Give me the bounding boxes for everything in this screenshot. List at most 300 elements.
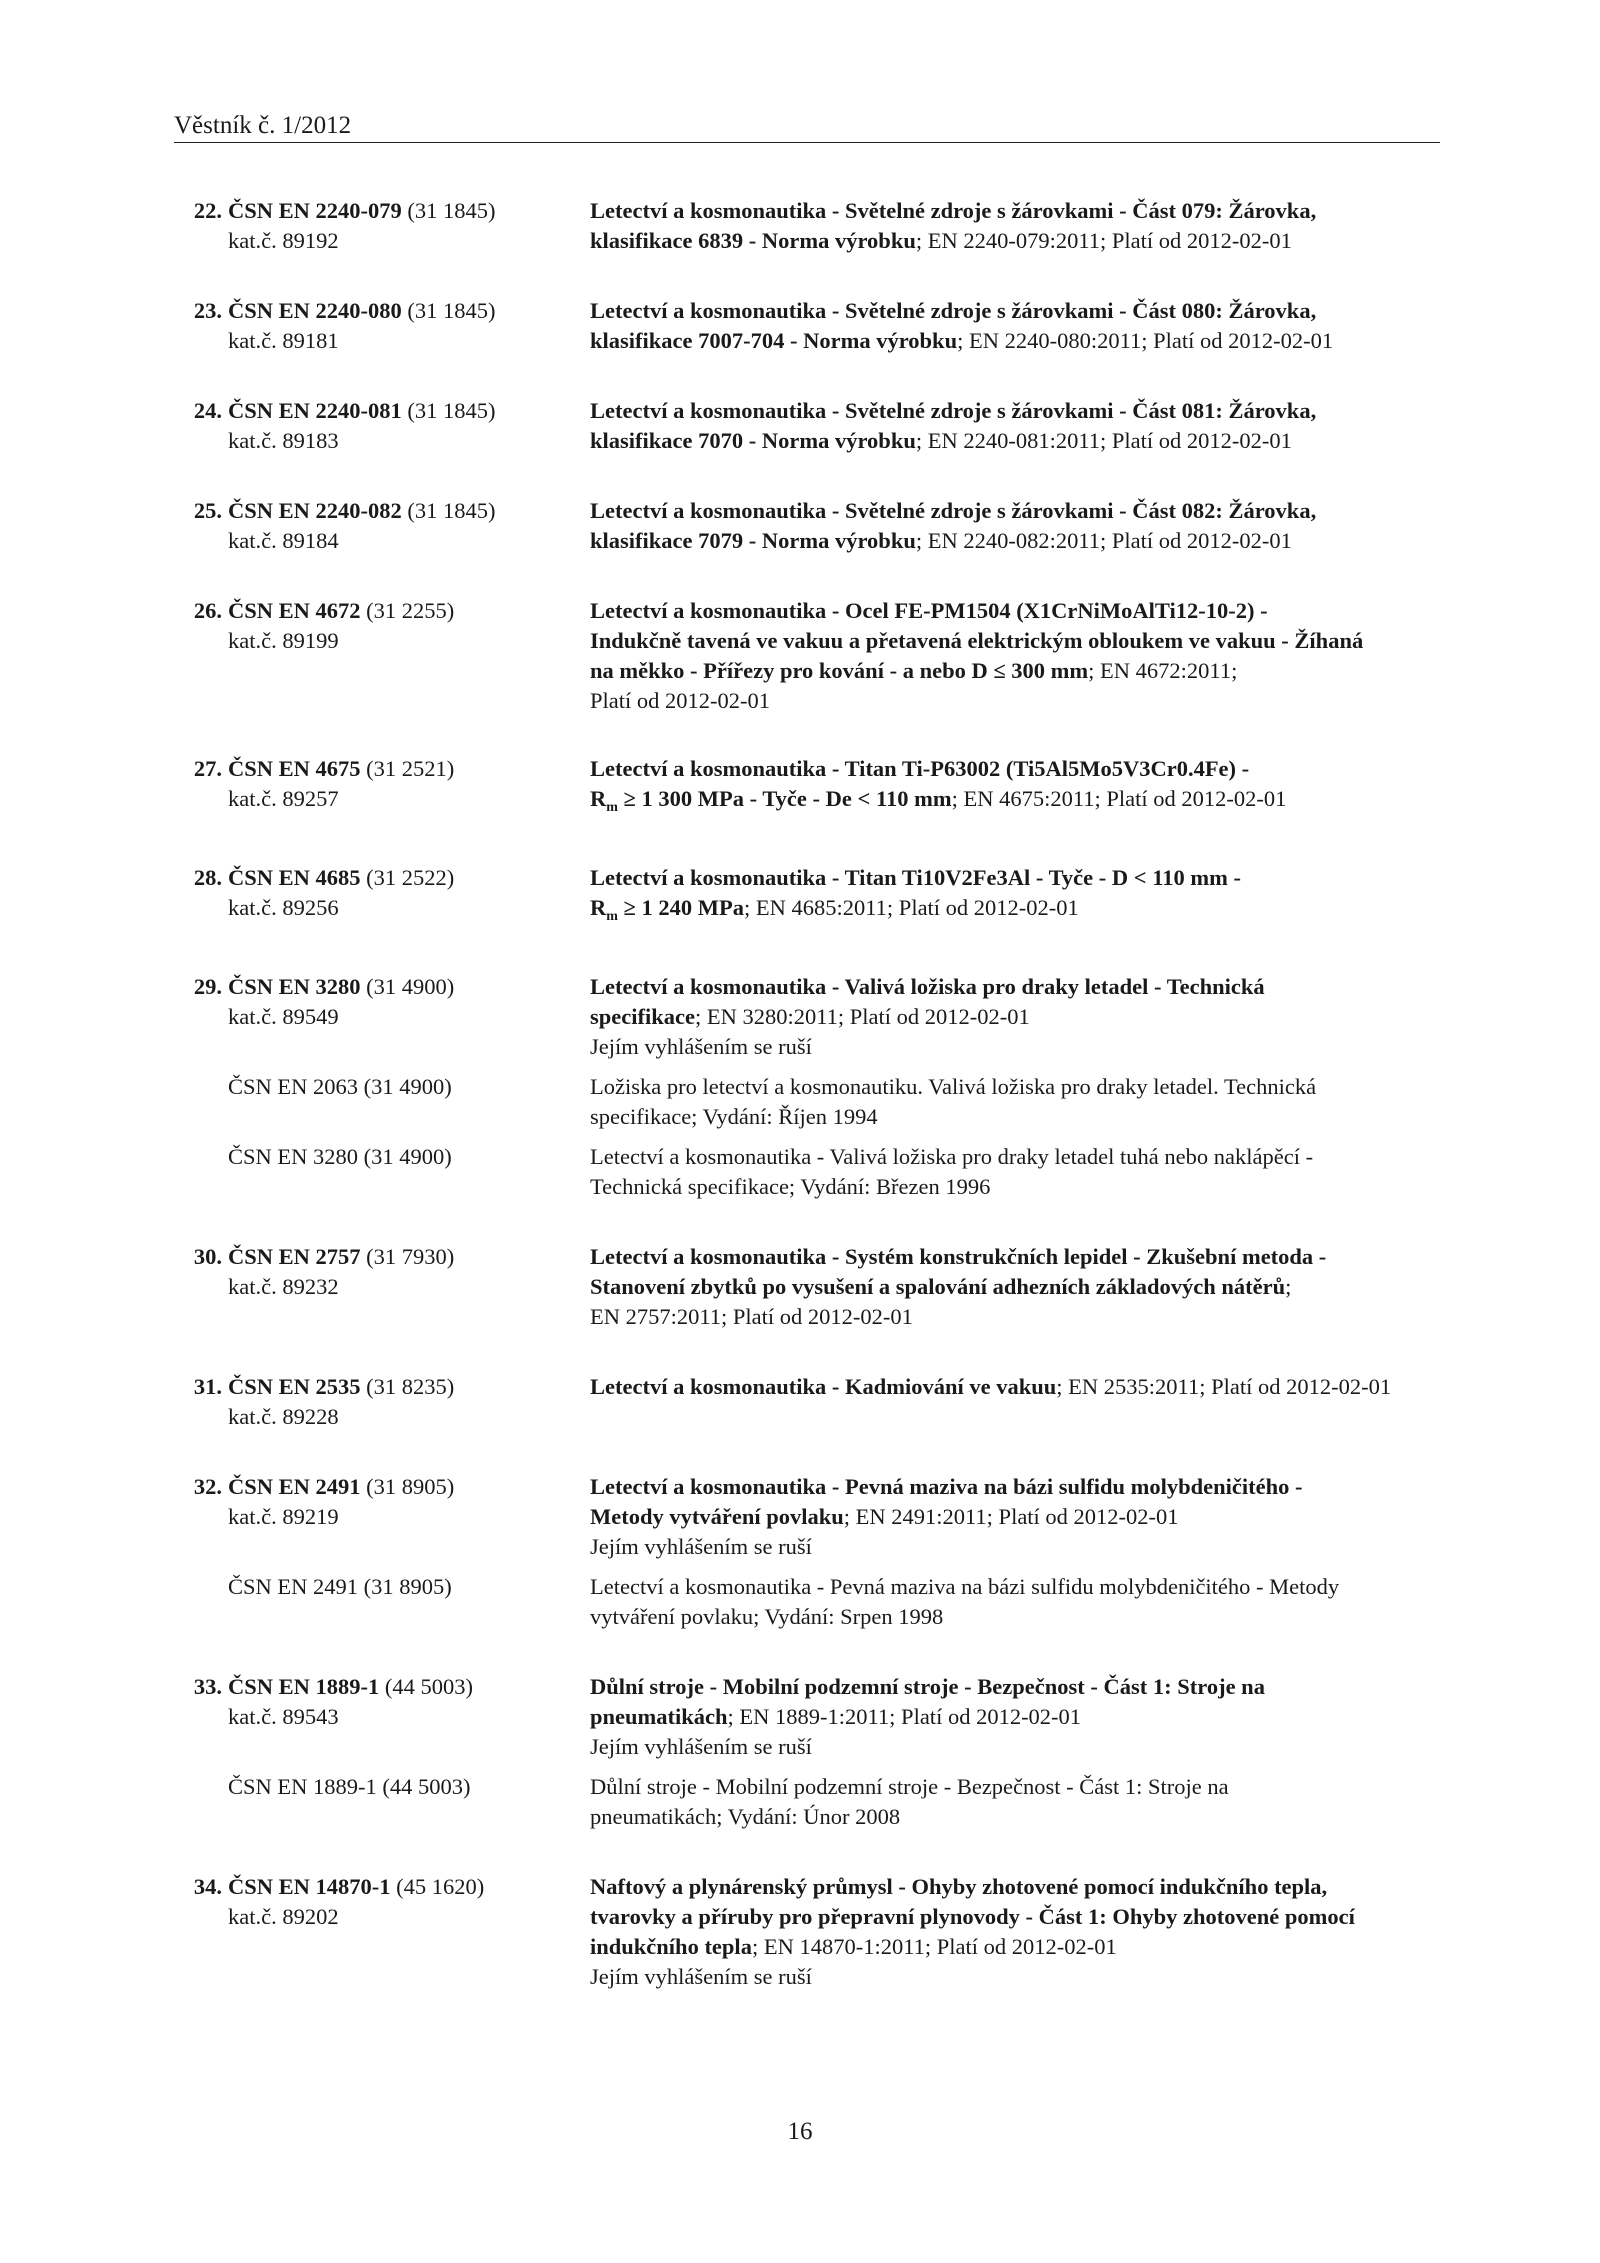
- standard-entry: [0, 196, 1600, 256]
- entry-row: [0, 1572, 1600, 1602]
- replaced-code: ČSN EN 2491 (31 8905): [228, 1574, 452, 1599]
- title-text: pneumatikách: [590, 1704, 728, 1729]
- left-column: [0, 1072, 590, 1102]
- right-column: [590, 1142, 1430, 1172]
- title-line: [590, 526, 1430, 556]
- left-column: [0, 1472, 590, 1502]
- left-column: [0, 1572, 590, 1602]
- entry-number: [0, 196, 222, 226]
- catalog-line: [0, 1502, 590, 1532]
- standard-entry: [0, 1872, 1600, 1992]
- title-text: Letectví a kosmonautika - Kadmiování ve vakuu: [590, 1374, 1057, 1399]
- entry-row: [0, 1242, 1600, 1272]
- standard-entry: [0, 396, 1600, 456]
- catalog-line: [0, 626, 590, 656]
- standard-id-line: [0, 496, 590, 526]
- title-line: [590, 1472, 1430, 1502]
- right-column: [590, 1532, 1430, 1562]
- right-column: [590, 1102, 1430, 1132]
- standard-details: ; EN 2240-079:2011; Platí od 2012-02-01: [915, 228, 1292, 253]
- standard-details: ; EN 4675:2011; Platí od 2012-02-01: [951, 786, 1287, 811]
- left-column: [0, 686, 590, 716]
- standard-details: ; EN 2240-082:2011; Platí od 2012-02-01: [915, 528, 1292, 553]
- right-column: [590, 972, 1430, 1002]
- right-column: [590, 686, 1430, 716]
- title-line: [590, 396, 1430, 426]
- catalog-indent: [0, 226, 222, 256]
- standard-details: ; EN 3280:2011; Platí od 2012-02-01: [694, 1004, 1030, 1029]
- standard-class: (44 5003): [384, 1674, 474, 1699]
- right-column: [590, 296, 1430, 326]
- standard-code: ČSN EN 2240-080: [228, 298, 402, 323]
- left-column: [0, 426, 590, 456]
- standard-entry: [0, 1372, 1600, 1432]
- entry-number: [0, 296, 222, 326]
- catalog-number: kat.č. 89184: [228, 528, 339, 553]
- left-column: [0, 1532, 590, 1562]
- standard-id-line: [0, 863, 590, 893]
- catalog-number: kat.č. 89219: [228, 1504, 339, 1529]
- standard-entry: [0, 1472, 1600, 1632]
- standard-class: (31 8235): [366, 1374, 455, 1399]
- right-column: [590, 1172, 1430, 1202]
- standard-code: ČSN EN 2240-082: [228, 498, 402, 523]
- standard-code-wrap: [228, 1872, 590, 1902]
- indent: [0, 1772, 222, 1802]
- entry-row: [0, 656, 1600, 686]
- left-column: [0, 1032, 590, 1062]
- title-line: [590, 972, 1430, 1002]
- entry-number-label: 24.: [193, 398, 222, 423]
- right-column: [590, 656, 1430, 686]
- title-line: [590, 226, 1430, 256]
- left-column: [0, 496, 590, 526]
- title-line: [590, 893, 1430, 932]
- left-column: [0, 1372, 590, 1402]
- left-column: [0, 326, 590, 356]
- replaced-title: Ložiska pro letectví a kosmonautiku. Valivá ložiska pro draky letadel. Technická: [590, 1074, 1317, 1099]
- left-column: [0, 1932, 590, 1962]
- standard-entry: [0, 863, 1600, 932]
- entry-row: [0, 972, 1600, 1002]
- title-line: [590, 1372, 1430, 1402]
- standard-entry: [0, 296, 1600, 356]
- title-text: Letectví a kosmonautika - Systém konstrukčních lepidel - Zkušební metoda -: [590, 1244, 1327, 1269]
- entry-number: [0, 863, 222, 893]
- entry-number-label: 28.: [193, 865, 222, 890]
- right-column: [590, 226, 1430, 256]
- left-column: [0, 1702, 590, 1732]
- standard-class: (45 1620): [396, 1874, 485, 1899]
- entry-row: [0, 1272, 1600, 1302]
- entry-row: [0, 226, 1600, 256]
- entry-number-label: 31.: [193, 1374, 222, 1399]
- entry-number: [0, 1372, 222, 1402]
- catalog-indent: [0, 326, 222, 356]
- standard-details: ; EN 2535:2011; Platí od 2012-02-01: [1056, 1374, 1392, 1399]
- catalog-number: kat.č. 89202: [228, 1904, 339, 1929]
- entry-row: [0, 626, 1600, 656]
- title-text: klasifikace 7007-704 - Norma výrobku: [590, 328, 958, 353]
- title-line: [590, 626, 1430, 656]
- validity-line: Platí od 2012-02-01: [590, 688, 770, 713]
- right-column: [590, 1372, 1430, 1402]
- left-column: [0, 1242, 590, 1272]
- rm-subscript: m: [606, 800, 618, 815]
- entry-number-label: 30.: [193, 1244, 222, 1269]
- catalog-indent: [0, 1502, 222, 1532]
- entry-row: [0, 1962, 1600, 1992]
- entry-row: [0, 1772, 1600, 1802]
- standard-code: ČSN EN 1889-1: [228, 1674, 380, 1699]
- standard-class: (31 8905): [366, 1474, 455, 1499]
- standard-entry: [0, 1672, 1600, 1832]
- standard-class: (31 1845): [407, 398, 496, 423]
- catalog-line: [0, 326, 590, 356]
- title-text: Letectví a kosmonautika - Titan Ti10V2Fe3Al - Tyče - D < 110 mm -: [590, 865, 1241, 890]
- right-column: [590, 754, 1430, 784]
- right-column: [590, 1032, 1430, 1062]
- catalog-indent: [0, 893, 222, 923]
- entry-number: [0, 496, 222, 526]
- entry-row: [0, 1532, 1600, 1562]
- standard-id-line: [0, 596, 590, 626]
- entry-row: [0, 426, 1600, 456]
- standard-code: ČSN EN 2240-079: [228, 198, 402, 223]
- standard-entry: [0, 496, 1600, 556]
- right-column: [590, 1872, 1430, 1902]
- left-column: [0, 1402, 590, 1432]
- title-line: [590, 496, 1430, 526]
- title-text: Důlní stroje - Mobilní podzemní stroje - Bezpečnost - Část 1: Stroje na: [590, 1674, 1265, 1699]
- left-column: [0, 526, 590, 556]
- catalog-line: [0, 784, 590, 814]
- catalog-line: [0, 1002, 590, 1032]
- right-column: [590, 1242, 1430, 1272]
- catalog-indent: [0, 1902, 222, 1932]
- entry-row: [0, 1702, 1600, 1732]
- validity-line: EN 2757:2011; Platí od 2012-02-01: [590, 1304, 913, 1329]
- title-text: Indukčně tavená ve vakuu a přetavená elektrickým obloukem ve vakuu - Žíhaná: [590, 628, 1364, 653]
- entry-row: [0, 754, 1600, 784]
- standard-id-line: [0, 754, 590, 784]
- entry-number: [0, 972, 222, 1002]
- standard-class: (31 1845): [407, 198, 496, 223]
- title-text: Naftový a plynárenský průmysl - Ohyby zhotovené pomocí indukčního tepla,: [590, 1874, 1328, 1899]
- right-column: [590, 196, 1430, 226]
- standard-code-wrap: [228, 1372, 590, 1402]
- right-column: [590, 1402, 1430, 1432]
- standard-code-wrap: [228, 754, 590, 784]
- replaced-title: Letectví a kosmonautika - Pevná maziva na bázi sulfidu molybdeničitého - Metody: [590, 1574, 1340, 1599]
- entry-row: [0, 1672, 1600, 1702]
- entry-row: [0, 1902, 1600, 1932]
- standard-code: ČSN EN 4672: [228, 598, 361, 623]
- entry-row: [0, 1302, 1600, 1332]
- left-column: [0, 1672, 590, 1702]
- catalog-indent: [0, 426, 222, 456]
- catalog-indent: [0, 626, 222, 656]
- replaced-title: pneumatikách; Vydání: Únor 2008: [590, 1804, 901, 1829]
- standard-details: ; EN 2240-080:2011; Platí od 2012-02-01: [957, 328, 1334, 353]
- standard-id-line: [0, 972, 590, 1002]
- entry-row: [0, 893, 1600, 932]
- right-column: [590, 1302, 1430, 1332]
- standard-id-line: [0, 296, 590, 326]
- title-line: [590, 426, 1430, 456]
- left-column: [0, 1872, 590, 1902]
- entry-row: [0, 196, 1600, 226]
- entry-number-label: 32.: [193, 1474, 222, 1499]
- cancellation-note: Jejím vyhlášením se ruší: [590, 1534, 812, 1559]
- catalog-number: kat.č. 89257: [228, 786, 339, 811]
- title-text: tvarovky a příruby pro přepravní plynovody - Část 1: Ohyby zhotovené pomocí: [590, 1904, 1355, 1929]
- catalog-line: [0, 1902, 590, 1932]
- rm-symbol: R: [590, 786, 607, 811]
- entry-row: [0, 526, 1600, 556]
- title-line: [590, 296, 1430, 326]
- title-text: indukčního tepla: [590, 1934, 752, 1959]
- catalog-number: kat.č. 89543: [228, 1704, 339, 1729]
- entry-row: [0, 1732, 1600, 1762]
- title-text: Letectví a kosmonautika - Světelné zdroje s žárovkami - Část 081: Žárovka,: [590, 398, 1317, 423]
- catalog-line: [0, 1402, 590, 1432]
- right-column: [590, 863, 1430, 893]
- left-column: [0, 1302, 590, 1332]
- page-number: 16: [787, 2118, 813, 2145]
- right-column: [590, 1572, 1430, 1602]
- page-header: [174, 112, 1440, 143]
- standard-code-wrap: [228, 296, 590, 326]
- standard-class: (31 2521): [366, 756, 455, 781]
- catalog-number: kat.č. 89192: [228, 228, 339, 253]
- catalog-indent: [0, 1702, 222, 1732]
- replaced-title: vytváření povlaku; Vydání: Srpen 1998: [590, 1604, 944, 1629]
- left-column: [0, 1732, 590, 1762]
- replaced-standard: [0, 1772, 1600, 1832]
- entry-number: [0, 1672, 222, 1702]
- standard-code: ČSN EN 4685: [228, 865, 361, 890]
- left-column: [0, 784, 590, 823]
- title-line: [590, 1242, 1430, 1272]
- right-column: [590, 326, 1430, 356]
- title-line: [590, 863, 1430, 893]
- catalog-number: kat.č. 89228: [228, 1404, 339, 1429]
- replaced-title: Letectví a kosmonautika - Valivá ložiska pro draky letadel tuhá nebo naklápěcí -: [590, 1144, 1314, 1169]
- left-column: [0, 1962, 590, 1992]
- cancellation-note: Jejím vyhlášením se ruší: [590, 1964, 812, 1989]
- title-line: [590, 196, 1430, 226]
- left-column: [0, 1802, 590, 1832]
- entry-row: [0, 1372, 1600, 1402]
- left-column: [0, 1772, 590, 1802]
- entry-row: [0, 496, 1600, 526]
- standard-code: ČSN EN 2757: [228, 1244, 361, 1269]
- catalog-indent: [0, 526, 222, 556]
- standard-details: ; EN 2491:2011; Platí od 2012-02-01: [843, 1504, 1179, 1529]
- standard-details: ; EN 2240-081:2011; Platí od 2012-02-01: [915, 428, 1292, 453]
- right-column: [590, 396, 1430, 426]
- standard-details: ;: [1285, 1274, 1292, 1299]
- catalog-indent: [0, 784, 222, 814]
- right-column: [590, 1772, 1430, 1802]
- catalog-number: kat.č. 89181: [228, 328, 339, 353]
- catalog-line: [0, 526, 590, 556]
- right-column: [590, 1272, 1430, 1302]
- right-column: [590, 496, 1430, 526]
- standard-code-wrap: [228, 196, 590, 226]
- left-column: [0, 296, 590, 326]
- right-column: [590, 596, 1430, 626]
- right-column: [590, 1702, 1430, 1732]
- left-column: [0, 1172, 590, 1202]
- title-text: Metody vytváření povlaku: [590, 1504, 844, 1529]
- entry-number: [0, 1472, 222, 1502]
- catalog-number: kat.č. 89199: [228, 628, 339, 653]
- entry-row: [0, 1872, 1600, 1902]
- entry-row: [0, 1472, 1600, 1502]
- title-text: Letectví a kosmonautika - Valivá ložiska pro draky letadel - Technická: [590, 974, 1265, 999]
- standard-code: ČSN EN 4675: [228, 756, 361, 781]
- left-column: [0, 1002, 590, 1032]
- right-column: [590, 1072, 1430, 1102]
- title-line: [590, 1672, 1430, 1702]
- title-text: ≥ 1 300 MPa - Tyče - De < 110 mm: [617, 786, 952, 811]
- entry-number-label: 27.: [193, 756, 222, 781]
- standard-code-wrap: [228, 596, 590, 626]
- entry-number-label: 22.: [193, 198, 222, 223]
- entry-row: [0, 1602, 1600, 1632]
- left-column: [0, 226, 590, 256]
- standard-details: ; EN 4685:2011; Platí od 2012-02-01: [744, 895, 1079, 920]
- entry-row: [0, 596, 1600, 626]
- entry-row: [0, 1802, 1600, 1832]
- journal-title: Věstník č. 1/2012: [174, 112, 352, 139]
- standard-id-line: [0, 1472, 590, 1502]
- right-column: [590, 1732, 1430, 1762]
- left-column: [0, 1502, 590, 1532]
- entry-number: [0, 754, 222, 784]
- entry-row: [0, 1102, 1600, 1132]
- title-text: Stanovení zbytků po vysušení a spalování adhezních základových nátěrů: [590, 1274, 1286, 1299]
- title-text: na měkko - Přířezy pro kování - a nebo D ≤ 300 mm: [590, 658, 1089, 683]
- title-line: [590, 784, 1430, 823]
- left-column: [0, 626, 590, 656]
- entry-row: [0, 1502, 1600, 1532]
- left-column: [0, 1102, 590, 1132]
- catalog-line: [0, 1272, 590, 1302]
- right-column: [590, 1902, 1430, 1932]
- standard-entry: [0, 1242, 1600, 1332]
- title-line: [590, 754, 1430, 784]
- standard-entry: [0, 596, 1600, 716]
- standards-list: [0, 196, 1600, 2032]
- standard-class: (31 2522): [366, 865, 455, 890]
- right-column: [590, 526, 1430, 556]
- right-column: [590, 784, 1430, 823]
- standard-details: ; EN 14870-1:2011; Platí od 2012-02-01: [751, 1934, 1117, 1959]
- replaced-standard: [0, 1572, 1600, 1632]
- replaced-code: ČSN EN 3280 (31 4900): [228, 1144, 452, 1169]
- right-column: [590, 426, 1430, 456]
- standard-code-wrap: [228, 1242, 590, 1272]
- left-column: [0, 596, 590, 626]
- entry-number-label: 29.: [193, 974, 222, 999]
- catalog-line: [0, 426, 590, 456]
- entry-row: [0, 1402, 1600, 1432]
- entry-row: [0, 1032, 1600, 1062]
- standard-code-wrap: [228, 1472, 590, 1502]
- title-text: Letectví a kosmonautika - Světelné zdroje s žárovkami - Část 079: Žárovka,: [590, 198, 1317, 223]
- catalog-number: kat.č. 89183: [228, 428, 339, 453]
- cancellation-note: Jejím vyhlášením se ruší: [590, 1734, 812, 1759]
- title-line: [590, 1702, 1430, 1732]
- entry-row: [0, 326, 1600, 356]
- entry-number: [0, 396, 222, 426]
- title-line: [590, 326, 1430, 356]
- rm-symbol: R: [590, 895, 607, 920]
- standard-code: ČSN EN 2491: [228, 1474, 361, 1499]
- catalog-number: kat.č. 89549: [228, 1004, 339, 1029]
- indent: [0, 1142, 222, 1172]
- standard-code-wrap: [228, 972, 590, 1002]
- title-line: [590, 1902, 1430, 1932]
- title-text: klasifikace 6839 - Norma výrobku: [590, 228, 916, 253]
- left-column: [0, 754, 590, 784]
- right-column: [590, 626, 1430, 656]
- title-text: specifikace: [590, 1004, 695, 1029]
- standard-code: ČSN EN 2240-081: [228, 398, 402, 423]
- catalog-line: [0, 1702, 590, 1732]
- standard-code-wrap: [228, 396, 590, 426]
- entry-number-label: 25.: [193, 498, 222, 523]
- standard-class: (31 1845): [407, 498, 496, 523]
- title-line: [590, 1502, 1430, 1532]
- entry-number: [0, 1872, 222, 1902]
- title-text: Letectví a kosmonautika - Ocel FE-PM1504 (X1CrNiMoAlTi12-10-2) -: [590, 598, 1268, 623]
- title-line: [590, 1932, 1430, 1962]
- right-column: [590, 1472, 1430, 1502]
- title-text: Letectví a kosmonautika - Světelné zdroje s žárovkami - Část 080: Žárovka,: [590, 298, 1317, 323]
- right-column: [590, 1802, 1430, 1832]
- entry-number-label: 33.: [193, 1674, 222, 1699]
- catalog-line: [0, 226, 590, 256]
- entry-row: [0, 396, 1600, 426]
- title-text: klasifikace 7070 - Norma výrobku: [590, 428, 916, 453]
- standard-id-line: [0, 1372, 590, 1402]
- left-column: [0, 1272, 590, 1302]
- cancellation-note: Jejím vyhlášením se ruší: [590, 1034, 812, 1059]
- right-column: [590, 1502, 1430, 1532]
- entry-number-label: 26.: [193, 598, 222, 623]
- entry-row: [0, 784, 1600, 823]
- title-text: klasifikace 7079 - Norma výrobku: [590, 528, 916, 553]
- standard-class: (31 2255): [366, 598, 455, 623]
- standard-class: (31 1845): [407, 298, 496, 323]
- standard-details: ; EN 1889-1:2011; Platí od 2012-02-01: [727, 1704, 1082, 1729]
- title-line: [590, 1002, 1430, 1032]
- left-column: [0, 863, 590, 893]
- entry-row: [0, 686, 1600, 716]
- title-line: [590, 596, 1430, 626]
- title-text: Letectví a kosmonautika - Titan Ti-P63002 (Ti5Al5Mo5V3Cr0.4Fe) -: [590, 756, 1250, 781]
- right-column: [590, 1962, 1430, 1992]
- catalog-number: kat.č. 89232: [228, 1274, 339, 1299]
- entry-row: [0, 296, 1600, 326]
- title-line: [590, 656, 1430, 686]
- standard-code-wrap: [228, 1672, 590, 1702]
- standard-id-line: [0, 1242, 590, 1272]
